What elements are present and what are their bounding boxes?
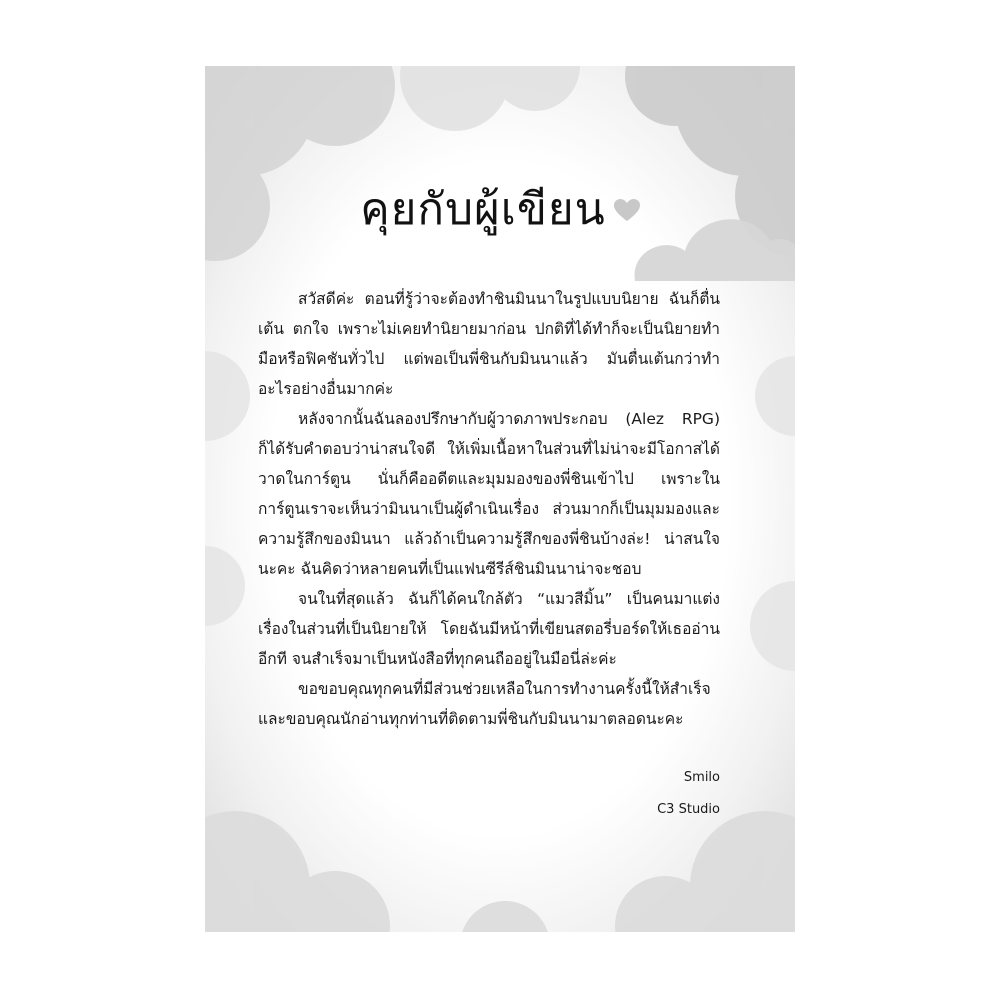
signature-name: Smilo	[683, 770, 720, 785]
page-title: คุยกับผู้เขียน	[360, 184, 606, 235]
paragraph-consultation: หลังจากนั้นฉันลองปรึกษากับผู้วาดภาพประกอบ (Alez RPG) ก็ได้รับคำตอบว่าน่าสนใจดี ให้เพิ่มเนื้อหาในส่วนที่ไม่น่าจะมีโอกาสได้วาดในการ์ตูน นั่นก็คืออดีตและมุมมองของพี่ชินเข้าไป เพราะในการ์ตูนเราจะเห็นว่ามินนาเป็นผู้ดำเนินเรื่อง ส่วนมากก็เป็นมุมมองและความรู้สึกของมินนา แล้วถ้าเป็นความรู้สึกของพี่ชินบ้างล่ะ! น่าสนใจนะคะ ฉันคิดว่าหลายคนที่เป็นแฟนซีรีส์ชินมินนาน่าจะชอบ	[258, 410, 720, 578]
heart-icon	[614, 199, 640, 223]
cloud-icon	[205, 811, 795, 932]
title-row	[205, 174, 795, 244]
paragraph-collaboration: จนในที่สุดแล้ว ฉันก็ได้คนใกล้ตัว “แมวสีมิ้น” เป็นคนมาแต่งเรื่องในส่วนที่เป็นนิยายให้ โดยฉันมีหน้าที่เขียนสตอรี่บอร์ดให้เธออ่านอีกที จนสำเร็จมาเป็นหนังสือที่ทุกคนถืออยู่ในมือนี่ล่ะค่ะ	[258, 590, 720, 668]
cloud-icon	[400, 66, 580, 131]
paragraph-thanks: ขอขอบคุณทุกคนที่มีส่วนช่วยเหลือในการทำงานครั้งนี้ให้สำเร็จ และขอบคุณนักอ่านทุกท่านที่ติดตามพี่ชินกับมินนามาตลอดนะคะ	[258, 680, 711, 728]
signature-studio: C3 Studio	[657, 802, 720, 817]
letter-body	[258, 284, 720, 734]
book-page	[205, 66, 795, 932]
paragraph-greeting: สวัสดีค่ะ ตอนที่รู้ว่าจะต้องทำชินมินนาในรูปแบบนิยาย ฉันก็ตื่นเต้น ตกใจ เพราะไม่เคยทำนิยายมาก่อน ปกติที่ได้ทำก็จะเป็นนิยายทำมือหรือฟิคชันทั่วไป แต่พอเป็นพี่ชินกับมินนาแล้ว มันตื่นเต้นกว่าทำอะไรอย่างอื่นมากค่ะ	[258, 290, 720, 398]
